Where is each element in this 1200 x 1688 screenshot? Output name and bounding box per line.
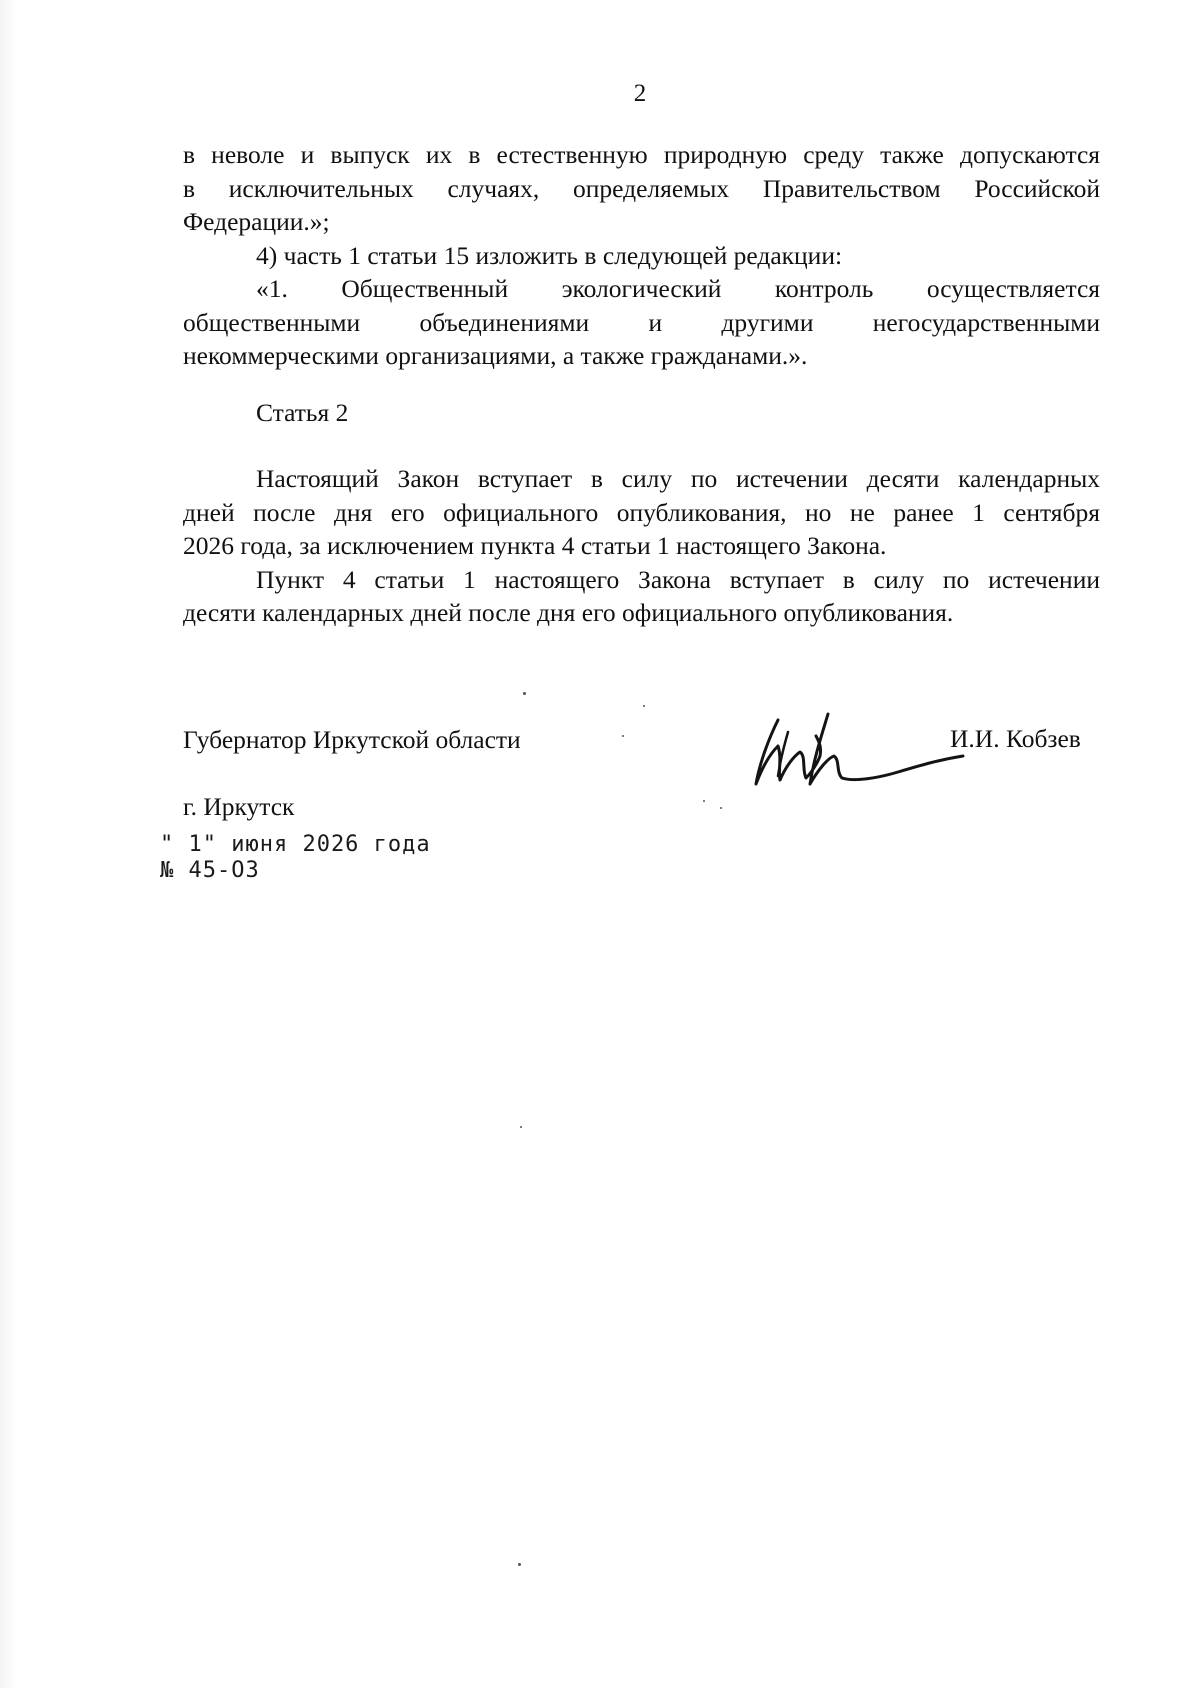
scan-speck [720,807,722,809]
paragraph-line: Федерации.»; [183,207,330,236]
scan-speck [643,705,645,707]
paragraph-line: некоммерческими организациями, а также гражданами.». [183,341,808,370]
paragraph-line: 4) часть 1 статьи 15 изложить в следующей редакции: [256,240,843,270]
paragraph-line: дней после дня его официального опубликования, но не ранее 1 сентября [183,497,1100,527]
paragraph-line: Пункт 4 статьи 1 настоящего Закона вступает в силу по истечении [256,564,1100,594]
scan-speck [622,735,624,737]
law-number-stamp: № 45-ОЗ [160,858,260,883]
paragraph-line: в исключительных случаях, определяемых Правительством Российской [183,173,1100,203]
paragraph-line: в неволе и выпуск их в естественную природную среду также допускаются [183,140,1100,169]
paragraph-line: десяти календарных дней после дня его официального опубликования. [183,598,954,627]
scan-speck [703,800,705,802]
scan-edge [0,0,18,1688]
paragraph-line: 2026 года, за исключением пункта 4 статьи 1 настоящего Закона. [183,531,887,560]
signatory-position: Губернатор Иркутской области [183,725,521,754]
paragraph-line: Настоящий Закон вступает в силу по истечении десяти календарных [256,464,1100,493]
text-block-article-1 [183,138,1100,373]
signatory-name: И.И. Кобзев [950,724,1081,753]
article-heading: Статья 2 [256,398,349,427]
paragraph-line: «1. Общественный экологический контроль осуществляется [256,274,1100,303]
place-of-signing: г. Иркутск [183,792,295,821]
scan-speck [518,1563,521,1566]
scan-speck [520,1126,522,1128]
page-number: 2 [633,80,647,107]
date-stamp: " 1" июня 2026 года [160,832,431,857]
paragraph-line: общественными объединениями и другими негосударственными [183,307,1100,337]
scan-speck [523,692,526,695]
text-block-article-2 [183,462,1100,630]
